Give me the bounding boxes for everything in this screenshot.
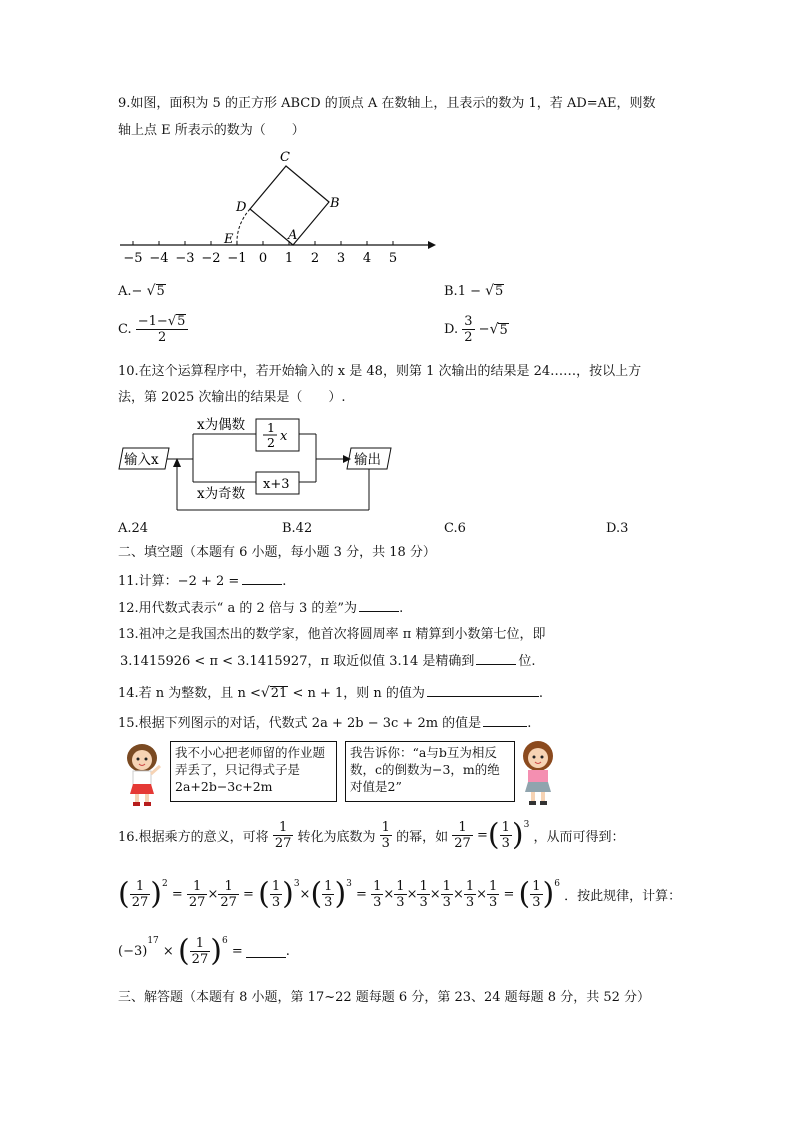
- q15: 15.根据下列图示的对话，代数式 2a + 2b − 3c + 2m 的值是 .: [118, 716, 532, 731]
- input-label: 输入x: [124, 452, 159, 468]
- tick-label: −5: [123, 251, 143, 266]
- label-e: E: [224, 232, 234, 247]
- tick-label: 5: [388, 251, 398, 266]
- q10-option-d[interactable]: D.3: [606, 521, 629, 536]
- tick-label: 1: [284, 251, 294, 266]
- answer-blank[interactable]: [483, 714, 527, 727]
- girl-right-illustration: [517, 738, 559, 808]
- tick-label: 2: [310, 251, 320, 266]
- half-den: 2: [267, 435, 275, 450]
- tick-label: 3: [336, 251, 346, 266]
- q10-line2: 法，第 2025 次输出的结果是（ ）.: [118, 390, 346, 405]
- q16-line1: 16.根据乘方的意义，可将 $\frac{1}{27}$ 转化为底数为 $\frac{1}{3}$ 的幂，如 $\frac{1}{27}$ =( $\frac{1}{3}$ )$^3$ ，从而可得到：: [118, 817, 625, 853]
- tick-label: −2: [201, 251, 221, 266]
- q16-line2: ( $\frac{1}{27}$ )$^2$ = $\frac{1}{27}$ × $\frac{1}{27}$ = ( $\frac{1}{3}$ )$^3$×( $\frac{1}{3}$ )$^3$ = $\frac{1}{3}$ × $\frac{1}{3}$ × $\frac{1}{3}$ × $\frac{1}{3}$ × $\frac{1}{3}$ × $\frac{1}{3}$ = ( $\frac{1}{3}$ )$^6$ ．按此规律，计算：: [118, 876, 682, 912]
- q9-option-c[interactable]: C. $\frac{-1-√5}{2}$: [118, 314, 188, 345]
- q10-option-a[interactable]: A.24: [118, 521, 149, 536]
- label-d: D: [236, 200, 247, 215]
- answer-blank[interactable]: [359, 599, 399, 612]
- q13-line1: 13.祖冲之是我国杰出的数学家，他首次将圆周率 π 精算到小数第七位，即: [118, 627, 546, 642]
- tick-label: −4: [149, 251, 169, 266]
- speech-box-right: 我告诉你：“a与b互为相反数，c的倒数为−3，m的绝对值是2”: [345, 741, 515, 802]
- tick-label: 4: [362, 251, 372, 266]
- tick-label: −3: [175, 251, 195, 266]
- q9-line2: 轴上点 E 所表示的数为（ ）: [118, 123, 305, 138]
- even-label: x为偶数: [197, 417, 246, 433]
- q12: 12.用代数式表示“ a 的 2 倍与 3 的差”为 .: [118, 601, 404, 616]
- tick-label: 0: [258, 251, 268, 266]
- q13-line2: 3.1415926 < π < 3.1415927，π 取近似值 3.14 是精确到 位.: [120, 654, 536, 669]
- q10-line1: 10.在这个运算程序中，若开始输入的 x 是 48，则第 1 次输出的结果是 24……，按以上方: [118, 364, 642, 379]
- q11: 11.计算：−2 + 2 = .: [118, 574, 287, 589]
- label-b: B: [330, 196, 340, 211]
- label-a: A: [288, 228, 298, 243]
- speech-box-left: 我不小心把老师留的作业题弄丢了，只记得式子是 2a+2b−3c+2m: [170, 741, 337, 802]
- q9-number-line-figure: [110, 145, 440, 270]
- half-x: x: [280, 429, 288, 444]
- section-3-heading: 三、解答题（本题有 8 小题，第 17~22 题每题 6 分，第 23、24 题每题 8 分，共 52 分）: [118, 990, 651, 1005]
- odd-label: x为奇数: [197, 486, 246, 502]
- q10-option-c[interactable]: C.6: [444, 521, 466, 536]
- answer-blank[interactable]: [476, 652, 516, 665]
- answer-blank[interactable]: [427, 684, 539, 697]
- q10-option-b[interactable]: B.42: [282, 521, 313, 536]
- output-label: 输出: [354, 452, 381, 468]
- q10-flowchart: [115, 412, 400, 516]
- section-2-heading: 二、填空题（本题有 6 小题，每小题 3 分，共 18 分）: [118, 545, 436, 560]
- half-num: 1: [267, 420, 275, 435]
- q14: 14.若 n 为整数，且 n <√21 < n + 1，则 n 的值为 .: [118, 685, 544, 701]
- q9-option-a[interactable]: A.− √5: [118, 283, 165, 299]
- arrow-right-icon: [428, 241, 436, 249]
- label-c: C: [280, 150, 290, 165]
- q9-option-b[interactable]: B.1 − √5: [444, 283, 504, 299]
- plus3-label: x+3: [263, 477, 290, 492]
- q9-line1: 9.如图，面积为 5 的正方形 ABCD 的顶点 A 在数轴上，且表示的数为 1，若 AD=AE，则数: [118, 96, 656, 111]
- answer-blank[interactable]: [246, 945, 286, 958]
- half-box: [256, 419, 299, 451]
- tick-label: −1: [227, 251, 247, 266]
- q16-line3: $(-3)^{17}$ × ( $\frac{1}{27}$ )$^6$ = .: [118, 933, 290, 969]
- q9-option-d[interactable]: D. $\frac{3}{2}$ −√5: [444, 314, 508, 345]
- girl-left-illustration: [120, 740, 165, 808]
- answer-blank[interactable]: [242, 572, 282, 585]
